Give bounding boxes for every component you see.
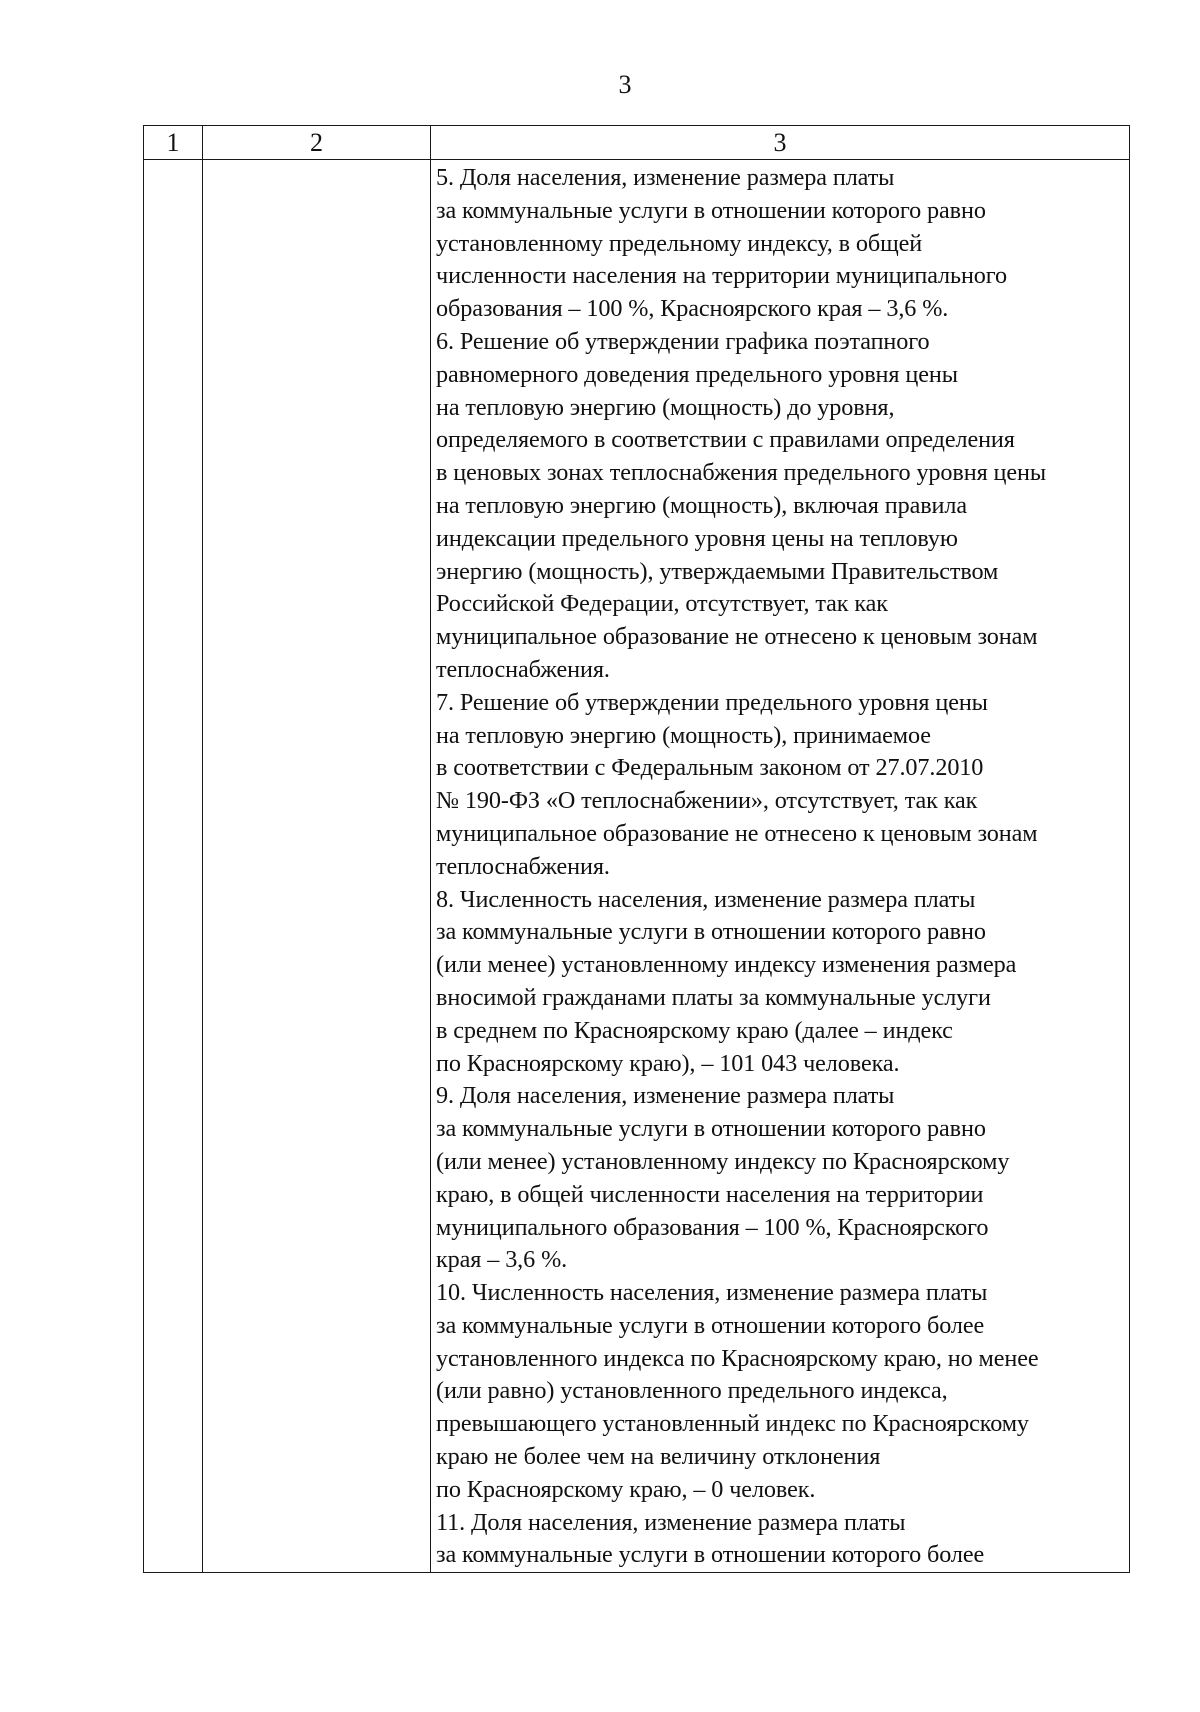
text-line: 9. Доля населения, изменение размера платы [436,1082,895,1110]
text-line: равномерного доведения предельного уровня цены [436,360,958,388]
text-line: определяемого в соответствии с правилами определения [436,426,1015,454]
cell-column-3 [431,160,1130,1573]
cell-column-1 [144,160,203,1573]
cell-column-2 [203,160,431,1573]
text-line: краю не более чем на величину отклонения [436,1443,881,1471]
text-line: муниципальное образование не отнесено к ценовым зонам [436,819,1038,847]
text-line: 6. Решение об утверждении графика поэтапного [436,327,930,355]
text-line: за коммунальные услуги в отношении которого более [436,1541,985,1569]
text-line: краю, в общей численности населения на территории [436,1180,984,1208]
document-table [143,125,1130,1573]
text-line: теплоснабжения. [436,655,610,683]
text-line: в среднем по Красноярскому краю (далее – индекс [436,1016,953,1044]
text-line: Российской Федерации, отсутствует, так как [436,590,888,618]
text-line: (или менее) установленному индексу изменения размера [436,951,1017,979]
text-line: превышающего установленный индекс по Красноярскому [436,1410,1029,1438]
text-line: численности населения на территории муниципального [436,262,1008,290]
header-row [144,126,1130,160]
text-line: за коммунальные услуги в отношении которого равно [436,918,986,946]
text-line: 5. Доля населения, изменение размера платы [436,164,895,191]
text-line: края – 3,6 %. [436,1246,568,1274]
text-line: 10. Численность населения, изменение размера платы [436,1279,988,1307]
text-line: (или менее) установленному индексу по Красноярскому [436,1147,1010,1175]
text-line: вносимой гражданами платы за коммунальные услуги [436,983,991,1011]
text-line: индексации предельного уровня цены на тепловую [436,524,958,552]
page-number: 3 [618,70,632,99]
text-line: на тепловую энергию (мощность), принимаемое [436,721,931,749]
text-line: в соответствии с Федеральным законом от 27.07.2010 [436,754,984,782]
text-line: 11. Доля населения, изменение размера платы [436,1508,906,1536]
column-header-3: 3 [431,126,1130,160]
column-header-2: 2 [203,126,431,160]
text-line: муниципальное образование не отнесено к ценовым зонам [436,623,1038,651]
text-line: установленного индекса по Красноярскому краю, но менее [436,1344,1039,1372]
text-line: по Красноярскому краю), – 101 043 человека. [436,1049,900,1077]
text-line: муниципального образования – 100 %, Красноярского [436,1213,989,1241]
text-line: на тепловую энергию (мощность) до уровня, [436,393,895,421]
text-line: № 190-ФЗ «О теплоснабжении», отсутствует, так как [436,787,978,815]
text-line: (или равно) установленного предельного индекса, [436,1377,948,1405]
column-3-text [431,160,1129,1572]
text-line: за коммунальные услуги в отношении которого равно [436,1115,986,1143]
text-line: в ценовых зонах теплоснабжения предельного уровня цены [436,459,1047,487]
text-line: теплоснабжения. [436,852,610,880]
text-line: на тепловую энергию (мощность), включая правила [436,491,967,519]
text-line: за коммунальные услуги в отношении которого равно [436,196,986,224]
text-line: по Красноярскому краю, – 0 человек. [436,1475,816,1503]
text-line: энергию (мощность), утверждаемыми Правительством [436,557,999,585]
text-line: 7. Решение об утверждении предельного уровня цены [436,688,988,716]
text-line: 8. Численность населения, изменение размера платы [436,885,976,913]
text-line: за коммунальные услуги в отношении которого более [436,1311,985,1339]
column-header-1: 1 [144,126,203,160]
text-line: образования – 100 %, Красноярского края – 3,6 %. [436,295,949,323]
table-row [144,160,1130,1573]
text-line: установленному предельному индексу, в общей [436,229,923,257]
